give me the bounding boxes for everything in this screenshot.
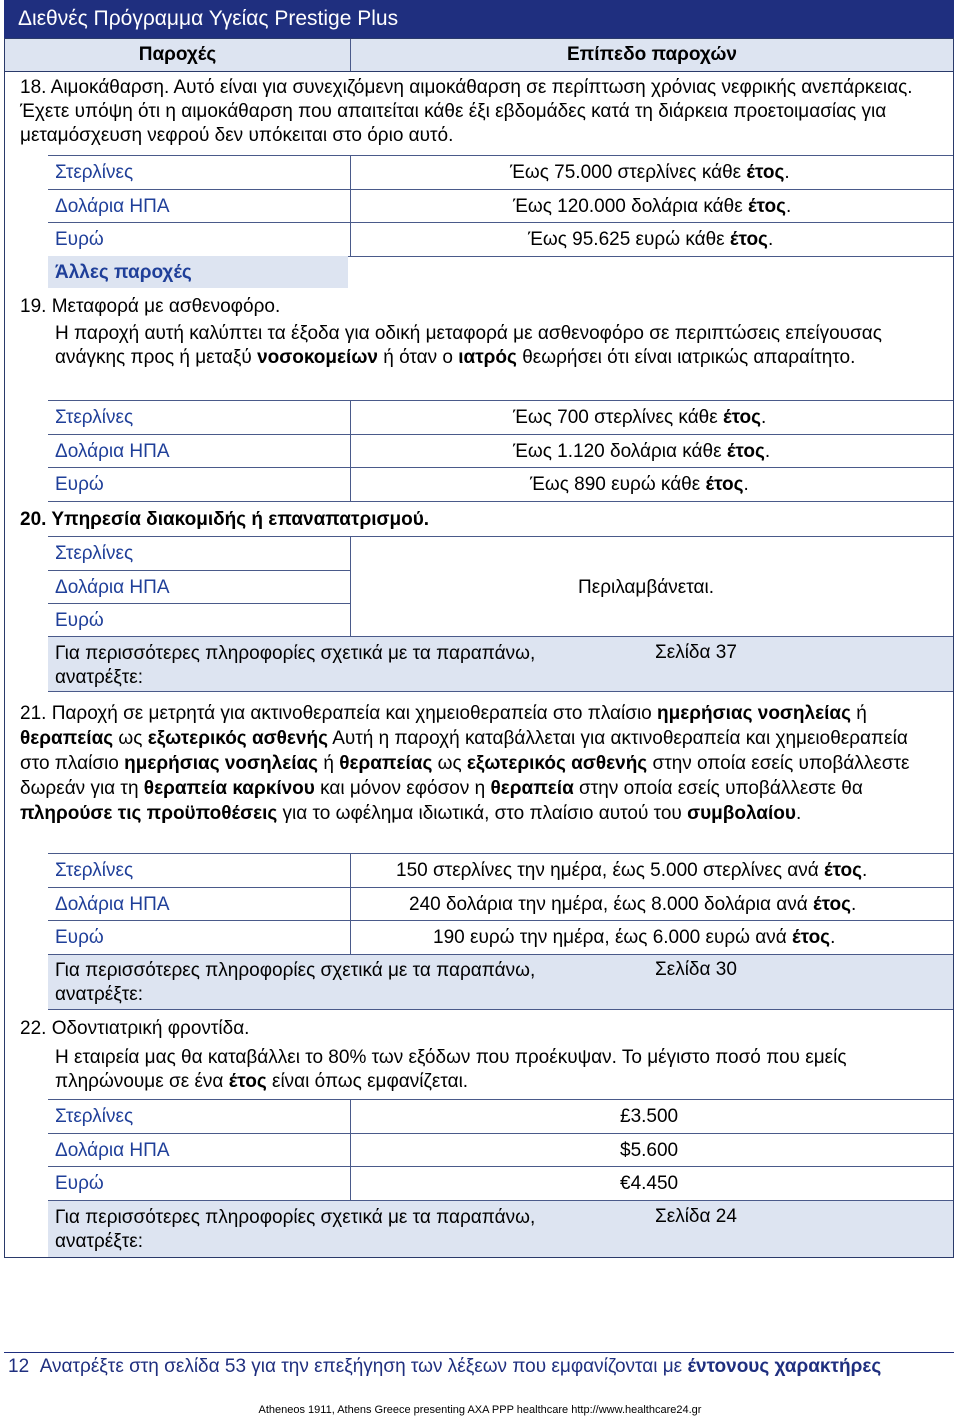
divider <box>48 887 953 888</box>
limit-value-gbp: Έως 700 στερλίνες κάθε έτος. <box>513 407 767 428</box>
limit-value-eur: 190 ευρώ την ημέρα, έως 6.000 ευρώ ανά έτος. <box>433 927 836 948</box>
currency-label-gbp: Στερλίνες <box>55 543 134 564</box>
divider <box>350 1099 351 1200</box>
reference-page-link[interactable]: Σελίδα 24 <box>655 1206 737 1227</box>
limit-value-eur: Έως 95.625 ευρώ κάθε έτος. <box>528 229 774 250</box>
divider <box>48 603 350 604</box>
reference-text: Για περισσότερες πληροφορίες σχετικά με τα παραπάνω, ανατρέξτε: <box>55 960 536 1005</box>
currency-label-usd: Δολάρια ΗΠΑ <box>55 441 170 462</box>
currency-label-eur: Ευρώ <box>55 1173 104 1194</box>
amount-usd: $5.600 <box>620 1140 679 1161</box>
section-19-title: 19. Μεταφορά με ασθενοφόρο. <box>20 296 281 317</box>
currency-label-gbp: Στερλίνες <box>55 1106 134 1127</box>
footer-divider <box>4 1352 954 1353</box>
divider <box>48 536 953 537</box>
limit-value-gbp: Έως 75.000 στερλίνες κάθε έτος. <box>510 162 790 183</box>
divider <box>48 1166 953 1167</box>
section-22-title: 22. Οδοντιατρική φροντίδα. <box>20 1018 250 1039</box>
divider <box>48 920 953 921</box>
currency-label-gbp: Στερλίνες <box>55 407 134 428</box>
footer-note: 12 Ανατρέξτε στη σελίδα 53 για την επεξήγηση των λέξεων που εμφανίζονται με έντονους χαρακτήρες <box>8 1356 882 1377</box>
currency-label-gbp: Στερλίνες <box>55 162 134 183</box>
reference-page-link[interactable]: Σελίδα 37 <box>655 642 737 663</box>
currency-label-usd: Δολάρια ΗΠΑ <box>55 894 170 915</box>
section-18-text: 18. Αιμοκάθαρση. Αυτό είναι για συνεχιζόμενη αιμοκάθαρση σε περίπτωση χρόνιας νεφρικής ανεπάρκειας. Έχετε υπόψη ότι η αιμοκάθαρση που απαιτείται κάθε έξι εβδομάδες κατά τη διάρκεια προετοιμασίας για μεταμόσχευση νεφρού δεν υπόκειται στο όριο αυτό. <box>20 77 913 146</box>
currency-label-eur: Ευρώ <box>55 474 104 495</box>
page-number: 12 <box>8 1356 30 1377</box>
amount-gbp: £3.500 <box>620 1106 679 1127</box>
divider <box>48 155 953 156</box>
section-20-title: 20. Υπηρεσία διακομιδής ή επαναπατρισμού. <box>20 509 430 530</box>
divider <box>48 400 953 401</box>
section-21-text: 21. Παροχή σε μετρητά για ακτινοθεραπεία και χημειοθεραπεία στο πλαίσιο ημερήσιας νοσηλείας ή θεραπείας ως εξωτερικός ασθενής Αυτή η παροχή καταβάλλεται για ακτινοθεραπεία και χημειοθεραπεία στο πλαίσιο ημερήσιας νοσηλείας ή θεραπείας ως εξωτερικός ασθενής στην οποία εσείς υποβάλλεστε δωρεάν για τη θεραπεία καρκίνου και μόνον εφόσον η θεραπεία στην οποία εσείς υποβάλλεστε θα πληρούσε τις προϋποθέσεις για το ωφέλημα ιδιωτικά, στο πλαίσιο αυτού του συμβολαίου. <box>20 703 910 824</box>
currency-label-eur: Ευρώ <box>55 229 104 250</box>
currency-label-usd: Δολάρια ΗΠΑ <box>55 1140 170 1161</box>
divider <box>48 189 953 190</box>
divider <box>48 434 953 435</box>
column-header-benefits: Παροχές <box>138 44 217 65</box>
section-19-text: Η παροχή αυτή καλύπτει τα έξοδα για οδική μεταφορά με ασθενοφόρο σε περιπτώσεις επείγουσας ανάγκης προς ή μεταξύ νοσοκομείων ή όταν ο ιατρός θεωρήσει ότι είναι ιατρικώς απαραίτητο. <box>55 323 882 368</box>
column-header-level: Επίπεδο παροχών <box>567 44 737 65</box>
currency-label-gbp: Στερλίνες <box>55 860 134 881</box>
divider <box>48 222 953 223</box>
currency-label-eur: Ευρώ <box>55 610 104 631</box>
subheading-other-benefits: Άλλες παροχές <box>55 262 192 283</box>
divider <box>350 400 351 501</box>
divider <box>48 853 953 854</box>
limit-value-usd: 240 δολάρια την ημέρα, έως 8.000 δολάρια ανά έτος. <box>409 894 857 915</box>
limit-value-usd: Έως 120.000 δολάρια κάθε έτος. <box>513 196 792 217</box>
divider <box>48 1133 953 1134</box>
divider <box>350 853 351 954</box>
currency-label-usd: Δολάρια ΗΠΑ <box>55 196 170 217</box>
limit-value-eur: Έως 890 ευρώ κάθε έτος. <box>530 474 749 495</box>
amount-eur: €4.450 <box>620 1173 679 1194</box>
divider <box>350 536 351 636</box>
currency-label-usd: Δολάρια ΗΠΑ <box>55 577 170 598</box>
limit-value-usd: Έως 1.120 δολάρια κάθε έτος. <box>513 441 771 462</box>
divider <box>48 570 350 571</box>
table-header <box>5 38 953 72</box>
reference-text: Για περισσότερες πληροφορίες σχετικά με τα παραπάνω, ανατρέξτε: <box>55 643 536 688</box>
divider <box>48 501 953 502</box>
included-value: Περιλαμβάνεται. <box>578 577 714 598</box>
divider <box>350 155 351 256</box>
page-title: Διεθνές Πρόγραμμα Υγείας Prestige Plus <box>4 0 954 38</box>
currency-label-eur: Ευρώ <box>55 927 104 948</box>
limit-value-gbp: 150 στερλίνες την ημέρα, έως 5.000 στερλίνες ανά έτος. <box>396 860 868 881</box>
reference-text: Για περισσότερες πληροφορίες σχετικά με τα παραπάνω, ανατρέξτε: <box>55 1207 536 1252</box>
reference-page-link[interactable]: Σελίδα 30 <box>655 959 737 980</box>
section-22-text: Η εταιρεία μας θα καταβάλλει το 80% των εξόδων που προέκυψαν. Το μέγιστο ποσό που εμείς πληρώνουμε σε ένα έτος είναι όπως εμφανίζεται. <box>55 1047 847 1092</box>
divider <box>48 1099 953 1100</box>
divider <box>48 467 953 468</box>
footer-credit: Atheneos 1911, Athens Greece presenting AXA PPP healthcare http://www.healthcare24.gr <box>258 1404 702 1416</box>
